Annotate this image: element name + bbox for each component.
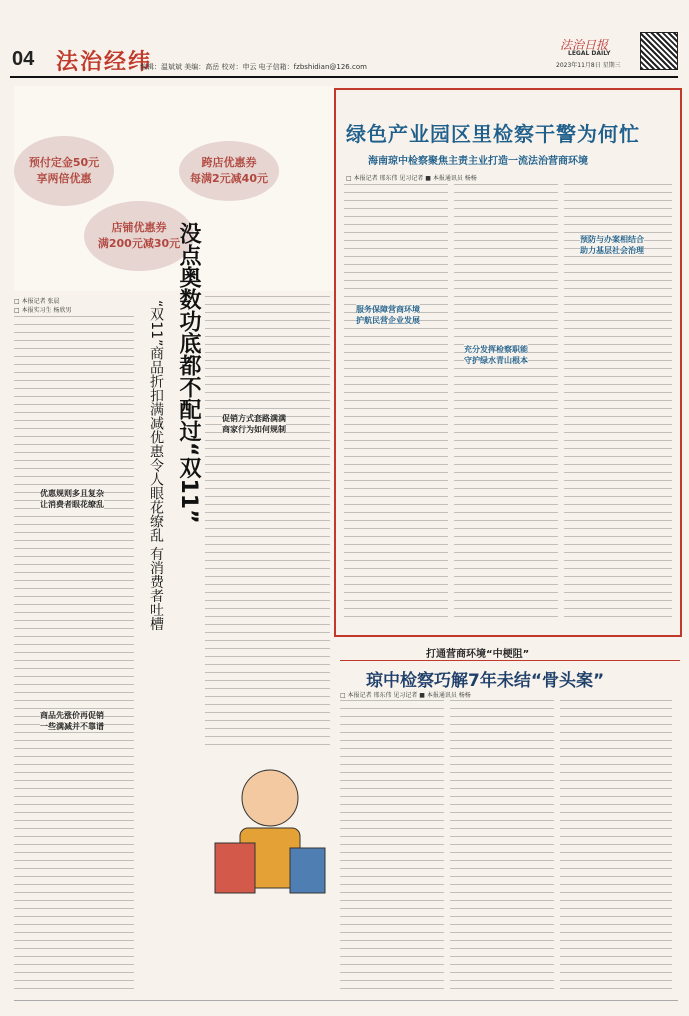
- bottom-article-col1: [340, 700, 444, 995]
- bottom-article-byline: □ 本报记者 邢东伟 见习记者 ■ 本报通讯员 杨杨: [340, 692, 471, 699]
- bottom-article-kicker: 打通营商环境“中梗阻”: [426, 649, 530, 660]
- masthead-rule: [10, 76, 678, 78]
- coupon-bubble-text: 跨店优惠券 每满2元减40元: [190, 155, 268, 185]
- editor-info: 编辑：温斌斌 美编：高岳 校对：申云 电子信箱：fzbshidian@126.com: [140, 63, 367, 71]
- bottom-article-col2: [450, 700, 554, 995]
- right-article-col1: [344, 184, 448, 624]
- coupon-bubble-cross-store: [179, 141, 279, 201]
- left-subhead-2: 商品先涨价再促销 一些满减并不靠谱: [40, 711, 104, 731]
- left-article-col2: [205, 296, 330, 746]
- page-number: 04: [12, 48, 35, 70]
- cartoon-illustration: [210, 748, 330, 908]
- page-footer-rule: [14, 1000, 678, 1001]
- qr-code-icon: [640, 32, 678, 70]
- left-subhead-1: 优惠规则多且复杂 让消费者眼花缭乱: [40, 489, 104, 509]
- left-article-col1: [14, 316, 134, 996]
- coupon-bubble-text: 预付定金50元 享两倍优惠: [28, 155, 100, 185]
- bottom-article-title: 琼中检察巧解7年未结“骨头案”: [366, 671, 605, 691]
- bottom-article-rule: [340, 660, 680, 661]
- coupon-bubble-deposit: [14, 136, 114, 206]
- right-subhead-3: 预防与办案相结合 助力基层社会治理: [580, 235, 644, 255]
- newspaper-logo: 法治日报: [560, 38, 609, 52]
- left-subhead-3: 促销方式套路满满 商家行为如何规制: [222, 414, 286, 434]
- right-article-col2: [454, 184, 558, 624]
- coupon-bubble-text: 店铺优惠券 满200元减30元: [97, 220, 181, 250]
- right-subhead-1: 服务保障营商环境 护航民营企业发展: [356, 305, 420, 325]
- bottom-article-col3: [560, 700, 672, 995]
- right-article-title: 绿色产业园区里检察干警为何忙: [346, 122, 640, 146]
- right-article-subtitle: 海南琼中检察聚焦主责主业打造一流法治营商环境: [368, 156, 588, 167]
- section-title: 法治经纬: [56, 50, 153, 75]
- legal-daily-label: LEGAL DAILY: [568, 50, 611, 57]
- right-article-byline: □ 本报记者 邢东伟 见习记者 ■ 本报通讯员 杨杨: [346, 175, 477, 182]
- issue-date: 2023年11月8日 星期三: [556, 62, 621, 69]
- left-subheadline: “双11”商品折扣满减优惠令人眼花缭乱 有消费者吐槽: [148, 300, 164, 631]
- left-byline: □ 本报记者 张晨 □ 本报实习生 杨欣男: [14, 298, 72, 314]
- left-headline: 没点奥数功底都不配过“双11”: [176, 222, 201, 524]
- right-subhead-2: 充分发挥检察职能 守护绿水青山根本: [464, 345, 528, 365]
